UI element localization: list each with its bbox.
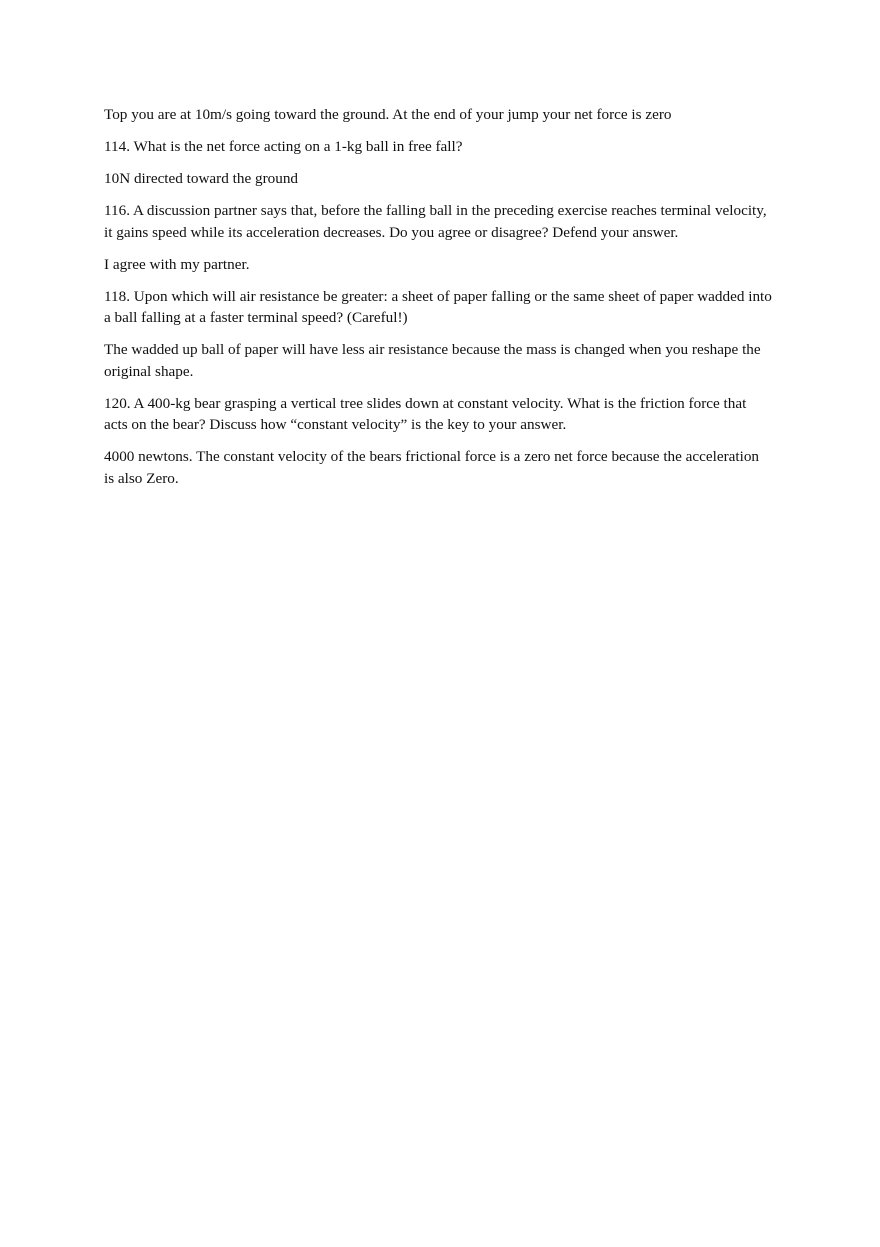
question-116: 116. A discussion partner says that, before the falling ball in the preceding exercise reaches terminal velocity, it gains speed while its acceleration decreases. Do you agree or disagree? Defend your answer. bbox=[104, 202, 767, 241]
question-114: 114. What is the net force acting on a 1-kg ball in free fall? bbox=[104, 138, 463, 155]
answer-118: The wadded up ball of paper will have less air resistance because the mass is changed when you reshape the original shape. bbox=[104, 341, 761, 380]
answer-paragraph: Top you are at 10m/s going toward the ground. At the end of your jump your net force is zero bbox=[104, 106, 672, 123]
answer-114: 10N directed toward the ground bbox=[104, 170, 299, 187]
question-118: 118. Upon which will air resistance be greater: a sheet of paper falling or the same sheet of paper wadded into a ball falling at a faster terminal speed? (Careful!) bbox=[104, 287, 772, 326]
answer-120: 4000 newtons. The constant velocity of the bears frictional force is a zero net force because the acceleration is also Zero. bbox=[104, 448, 760, 487]
answer-116: I agree with my partner. bbox=[104, 255, 250, 273]
document-body bbox=[104, 104, 772, 500]
question-120: 120. A 400-kg bear grasping a vertical tree slides down at constant velocity. What is the friction force that acts on the bear? Discuss how “constant velocity” is the key to your answer. bbox=[104, 394, 747, 433]
